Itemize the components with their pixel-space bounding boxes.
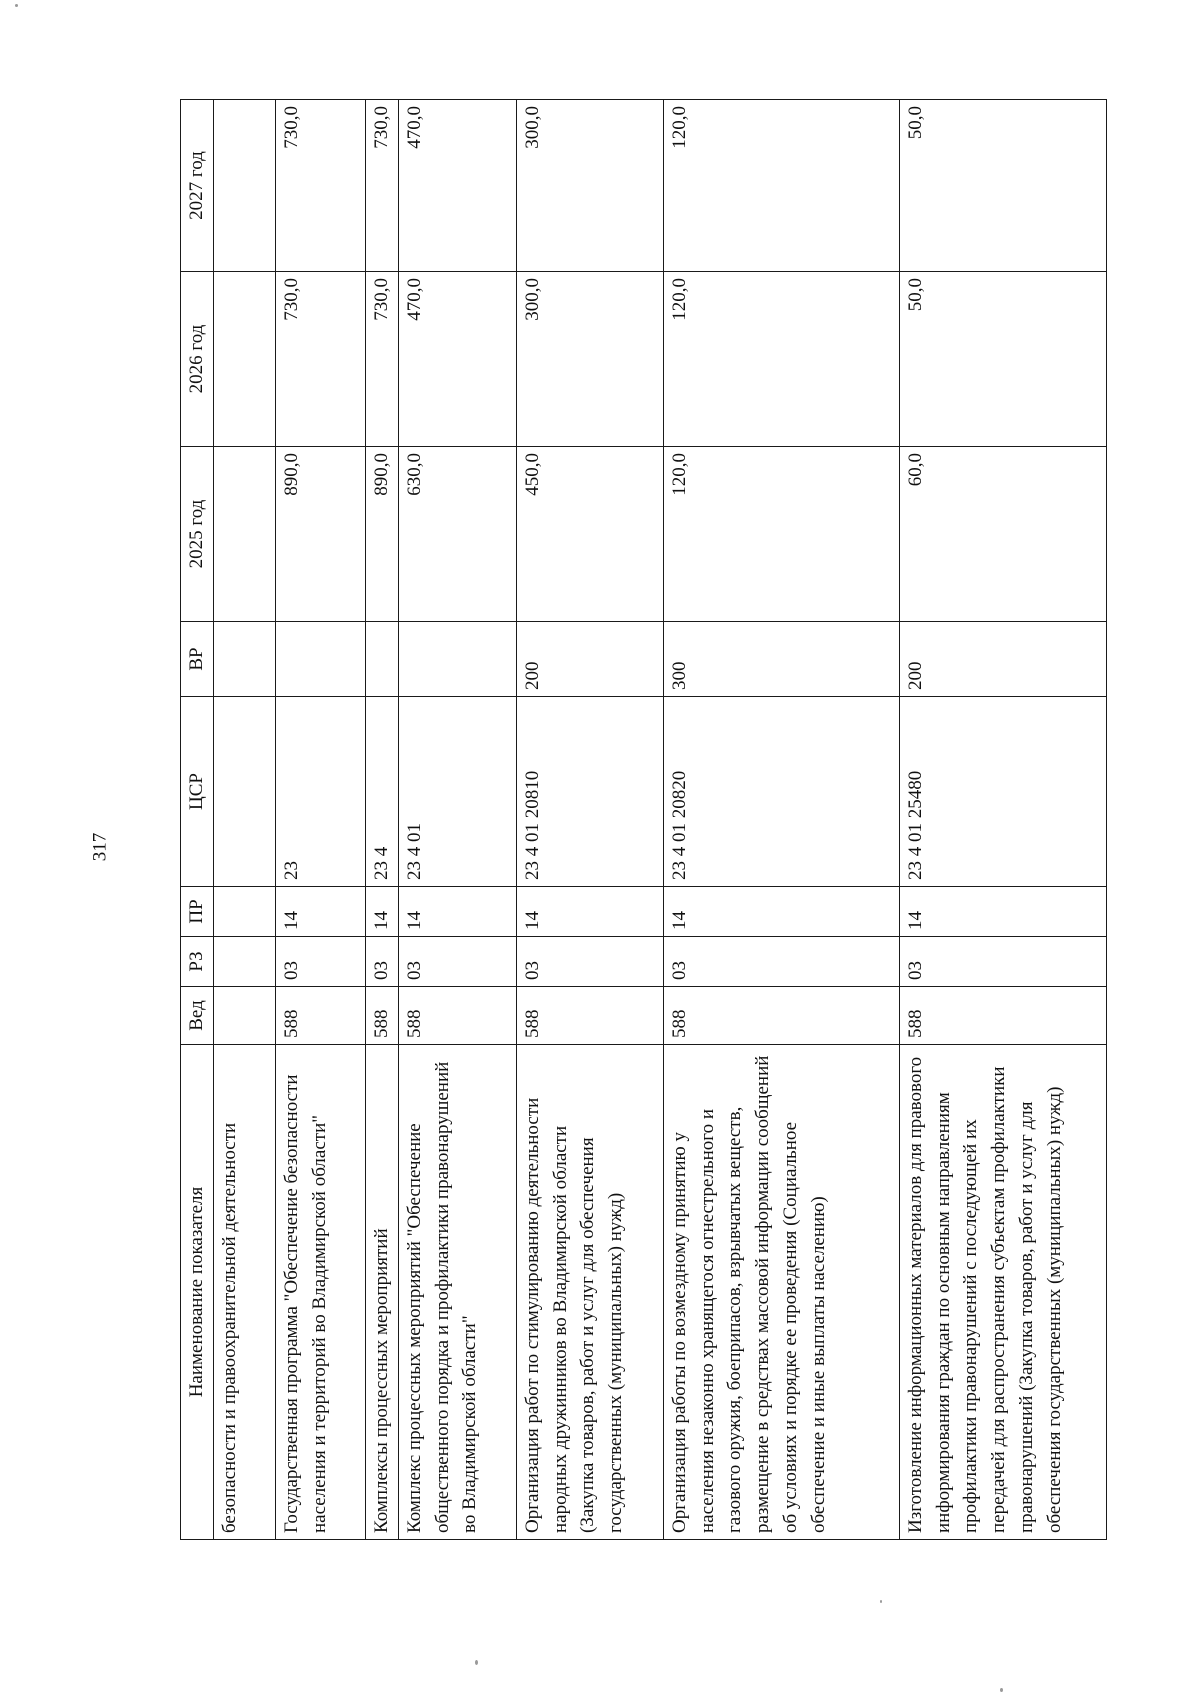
cell-2025: 450,0: [516, 447, 663, 622]
cell-csr: 23: [275, 697, 365, 887]
cell-name: Организация работ по стимулированию деятельности народных дружинников во Владимирской области (Закупка товаров, работ и услуг для обеспечения государственных (муниципальных) нужд): [516, 1045, 663, 1540]
cell-pr: 14: [365, 887, 398, 937]
cell-ved: [213, 987, 275, 1045]
cell-csr: 23 4: [365, 697, 398, 887]
cell-ved: 588: [516, 987, 663, 1045]
cell-2027: [213, 100, 275, 272]
cell-2025: 630,0: [398, 447, 516, 622]
table-row: [275, 100, 365, 1540]
cell-2026: 730,0: [275, 272, 365, 447]
cell-2027: 120,0: [663, 100, 899, 272]
table-row: [398, 100, 516, 1540]
scan-speck: [475, 1660, 478, 1665]
cell-csr: 23 4 01 20820: [663, 697, 899, 887]
cell-2027: 300,0: [516, 100, 663, 272]
header-vr: ВР: [181, 622, 214, 697]
cell-vr: [213, 622, 275, 697]
cell-rz: 03: [398, 937, 516, 987]
cell-name: Организация работы по возмездному принятию у населения незаконно хранящегося огнестрельного и газового оружия, боеприпасов, взрывчатых веществ, размещение в средствах массовой информации сообщений об условиях и порядке ее проведения (Социальное обеспечение и иные выплаты населению): [663, 1045, 899, 1540]
cell-2026: [213, 272, 275, 447]
rotated-table-wrapper: [180, 100, 1105, 1540]
cell-rz: 03: [516, 937, 663, 987]
cell-rz: 03: [275, 937, 365, 987]
cell-csr: 23 4 01 25480: [899, 697, 1106, 887]
cell-vr: 200: [899, 622, 1106, 697]
cell-rz: [213, 937, 275, 987]
cell-2027: 730,0: [275, 100, 365, 272]
cell-ved: 588: [398, 987, 516, 1045]
header-2026: 2026 год: [181, 272, 214, 447]
header-name: Наименование показателя: [181, 1045, 214, 1540]
cell-2026: 300,0: [516, 272, 663, 447]
header-csr: ЦСР: [181, 697, 214, 887]
cell-rz: 03: [365, 937, 398, 987]
cell-pr: [213, 887, 275, 937]
header-2027: 2027 год: [181, 100, 214, 272]
header-2025: 2025 год: [181, 447, 214, 622]
cell-ved: 588: [275, 987, 365, 1045]
table-row: [516, 100, 663, 1540]
cell-pr: 14: [398, 887, 516, 937]
cell-2027: 470,0: [398, 100, 516, 272]
cell-2025: 120,0: [663, 447, 899, 622]
cell-2026: 730,0: [365, 272, 398, 447]
page-number: 317: [89, 832, 111, 862]
cell-vr: [398, 622, 516, 697]
cell-name: Комплекс процессных мероприятий "Обеспечение общественного порядка и профилактики правонарушений во Владимирской области": [398, 1045, 516, 1540]
cell-vr: 200: [516, 622, 663, 697]
cell-2026: 120,0: [663, 272, 899, 447]
cell-2027: 730,0: [365, 100, 398, 272]
cell-ved: 588: [365, 987, 398, 1045]
cell-vr: [275, 622, 365, 697]
cell-pr: 14: [516, 887, 663, 937]
cell-csr: [213, 697, 275, 887]
cell-2027: 50,0: [899, 100, 1106, 272]
cell-vr: [365, 622, 398, 697]
cell-rz: 03: [663, 937, 899, 987]
cell-csr: 23 4 01: [398, 697, 516, 887]
budget-table: [180, 99, 1107, 1540]
cell-2026: 50,0: [899, 272, 1106, 447]
cell-rz: 03: [899, 937, 1106, 987]
cell-pr: 14: [899, 887, 1106, 937]
header-rz: РЗ: [181, 937, 214, 987]
scan-speck: [880, 1600, 882, 1603]
table-header-row: [181, 100, 214, 1540]
cell-pr: 14: [275, 887, 365, 937]
table-row: [663, 100, 899, 1540]
table-row: [213, 100, 275, 1540]
header-ved: Вед: [181, 987, 214, 1045]
cell-name: Государственная программа "Обеспечение безопасности населения и территорий во Владимирской области": [275, 1045, 365, 1540]
cell-2025: 60,0: [899, 447, 1106, 622]
cell-ved: 588: [899, 987, 1106, 1045]
header-pr: ПР: [181, 887, 214, 937]
cell-csr: 23 4 01 20810: [516, 697, 663, 887]
cell-2026: 470,0: [398, 272, 516, 447]
cell-2025: 890,0: [275, 447, 365, 622]
cell-name: Комплексы процессных мероприятий: [365, 1045, 398, 1540]
scan-speck: [1000, 1688, 1003, 1692]
cell-pr: 14: [663, 887, 899, 937]
table-row: [899, 100, 1106, 1540]
cell-ved: 588: [663, 987, 899, 1045]
cell-name: Изготовление информационных материалов для правового информирования граждан по основным направлениям профилактики правонарушений с последующей их передачей для распространения субъектам профилактики правонарушений (Закупка товаров, работ и услуг для обеспечения государственных (муниципальных) нужд): [899, 1045, 1106, 1540]
cell-2025: 890,0: [365, 447, 398, 622]
table-row: [365, 100, 398, 1540]
cell-2025: [213, 447, 275, 622]
cell-vr: 300: [663, 622, 899, 697]
scan-speck: [15, 4, 18, 7]
cell-name: безопасности и правоохранительной деятельности: [213, 1045, 275, 1540]
